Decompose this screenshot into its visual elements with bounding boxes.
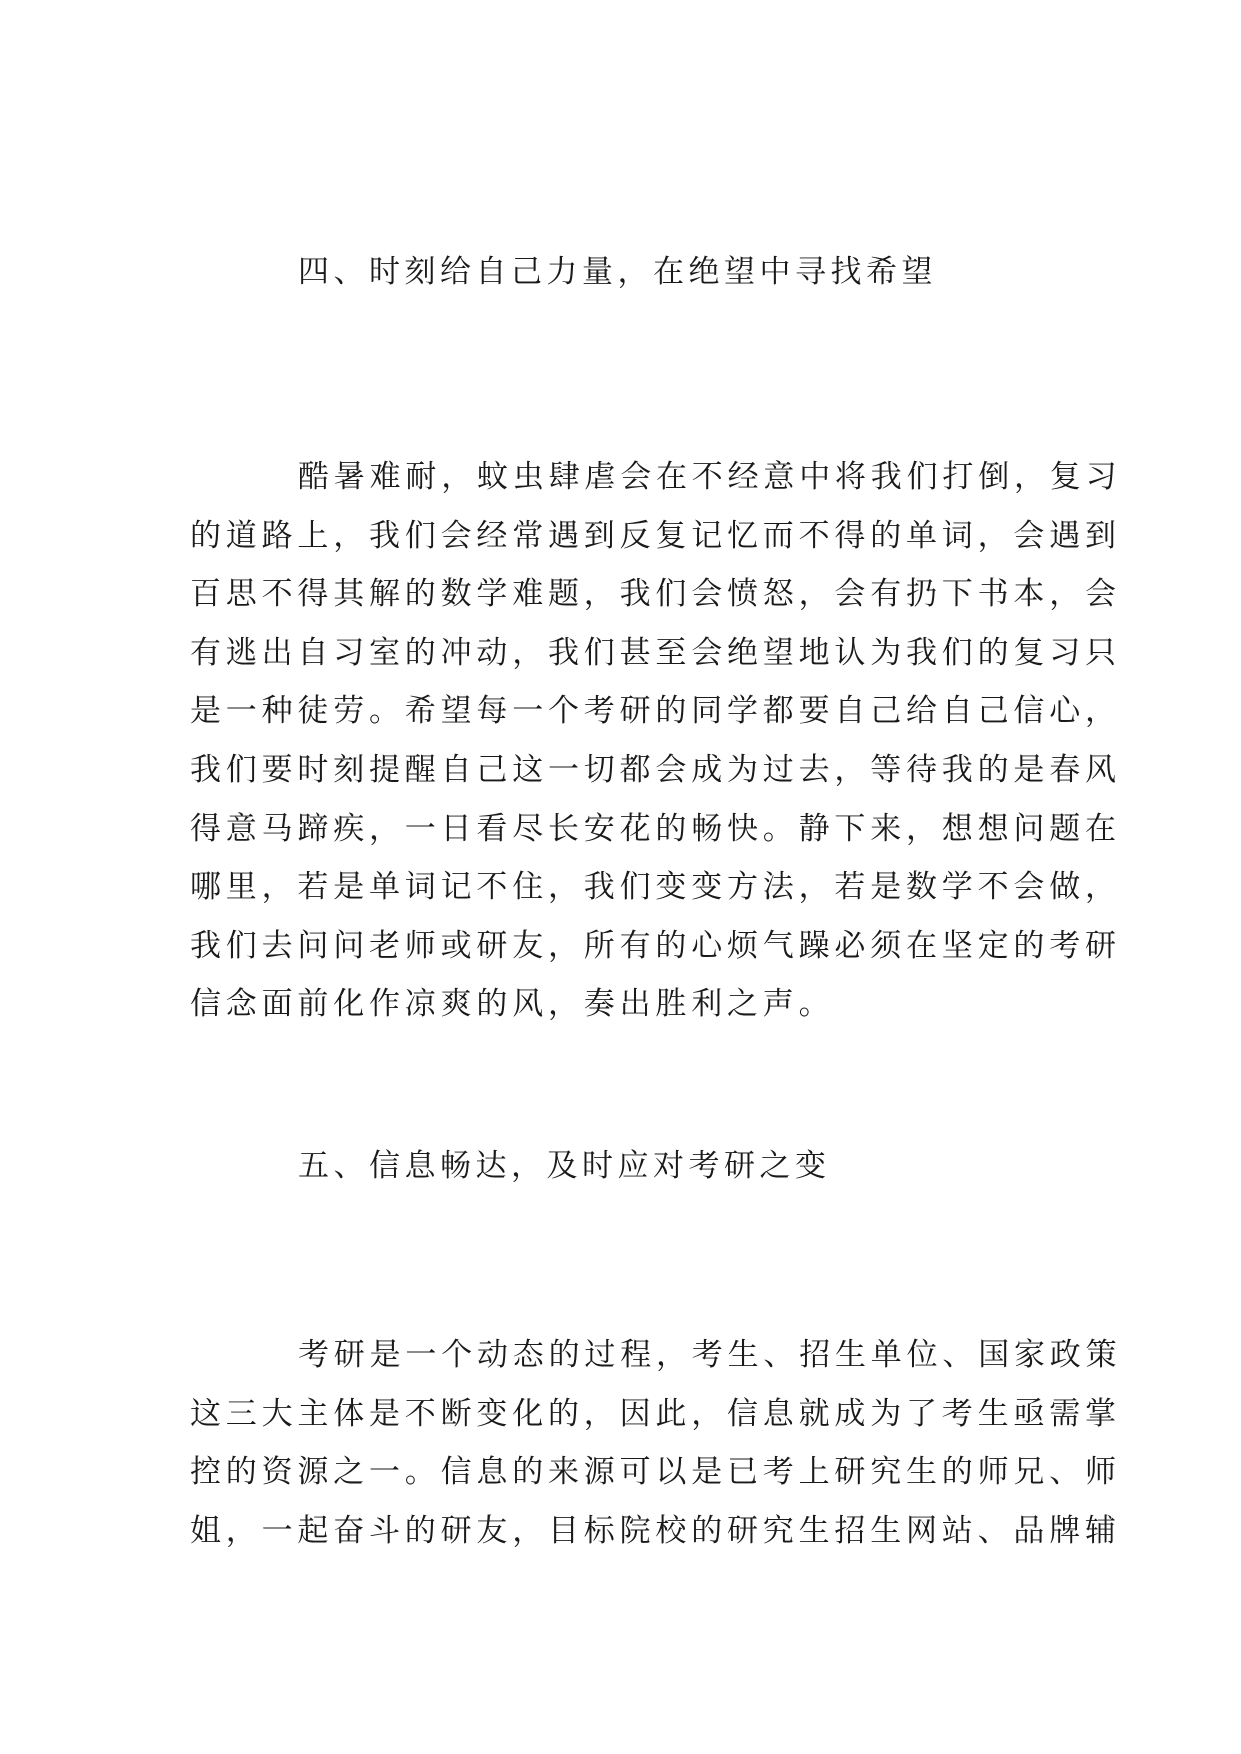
section-5-paragraph (190, 1326, 1122, 1560)
paragraph-line: 姐，一起奋斗的研友，目标院校的研究生招生网站、品牌辅 (190, 1512, 1121, 1549)
section-4-paragraph (190, 448, 1122, 1034)
paragraph-line: 酷暑难耐，蚊虫肆虐会在不经意中将我们打倒，复习 (298, 459, 1122, 495)
paragraph-line: 控的资源之一。信息的来源可以是已考上研究生的师兄、师 (190, 1454, 1121, 1491)
paragraph-line: 的道路上，我们会经常遇到反复记忆而不得的单词，会遇到 (190, 517, 1121, 554)
paragraph-line: 我们去问问老师或研友，所有的心烦气躁必须在坚定的考研 (190, 927, 1121, 964)
paragraph-line: 我们要时刻提醒自己这一切都会成为过去，等待我的是春风 (190, 751, 1121, 788)
paragraph-line: 是一种徒劳。希望每一个考研的同学都要自己给自己信心， (190, 693, 1121, 730)
paragraph-line: 有逃出自习室的冲动，我们甚至会绝望地认为我们的复习只 (190, 634, 1121, 671)
paragraph-line: 得意马蹄疾，一日看尽长安花的畅快。静下来，想想问题在 (190, 810, 1121, 847)
section-heading-5: 五、信息畅达，及时应对考研之变 (298, 1148, 831, 1184)
paragraph-line: 信念面前化作凉爽的风，奏出胜利之声。 (190, 986, 835, 1023)
paragraph-line: 考研是一个动态的过程，考生、招生单位、国家政策 (298, 1337, 1122, 1373)
paragraph-line: 百思不得其解的数学难题，我们会愤怒，会有扔下书本，会 (190, 576, 1121, 613)
paragraph-line: 这三大主体是不断变化的，因此，信息就成为了考生亟需掌 (190, 1395, 1121, 1432)
section-heading-4: 四、时刻给自己力量，在绝望中寻找希望 (298, 254, 937, 290)
paragraph-line: 哪里，若是单词记不住，我们变变方法，若是数学不会做， (190, 869, 1121, 906)
